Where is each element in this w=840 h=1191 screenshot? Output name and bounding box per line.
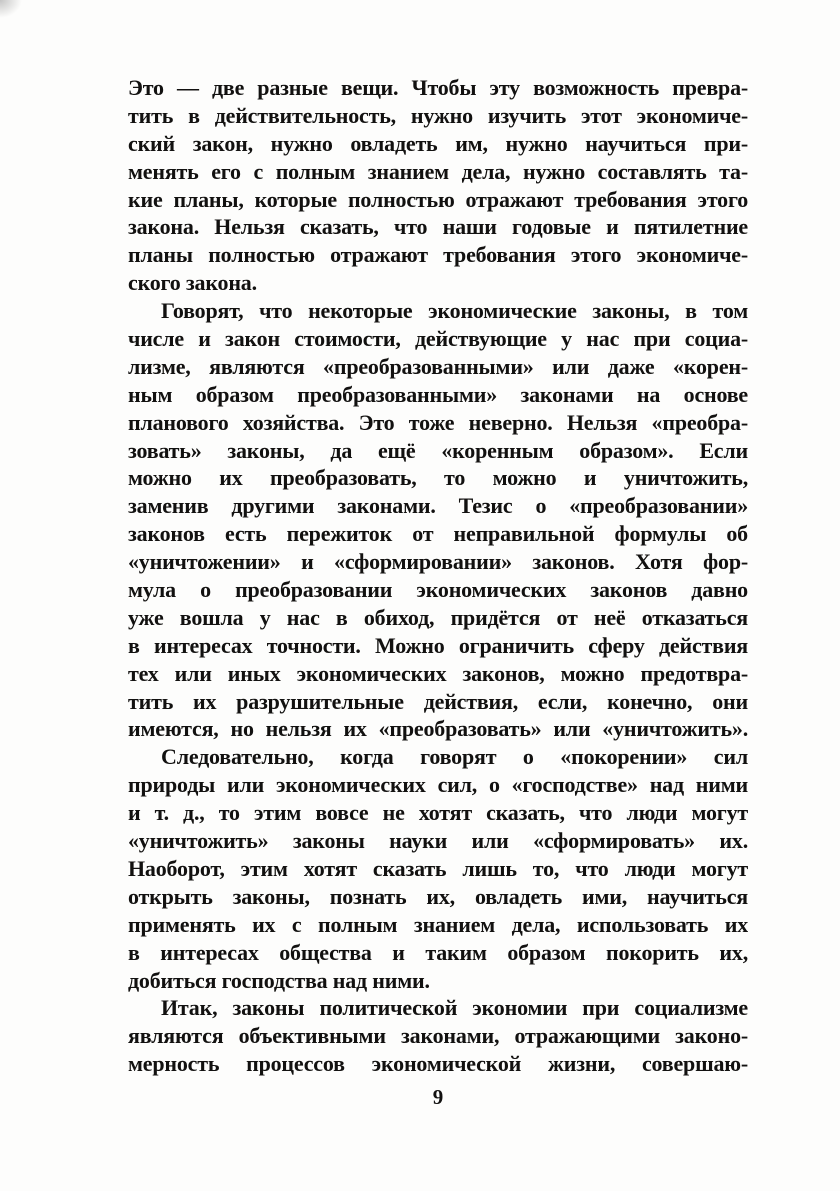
text-line: Итак, законы политической экономии при социализме xyxy=(161,995,748,1021)
page-number: 9 xyxy=(432,1085,444,1109)
text-line: открыть законы, познать их, овладеть ими, научиться xyxy=(128,883,748,909)
paragraph xyxy=(128,297,748,743)
text-line: менять его с полным знанием дела, нужно составлять та- xyxy=(128,158,748,184)
text-line: ский закон, нужно овладеть им, нужно научиться при- xyxy=(128,130,748,156)
text-line: тить в действительность, нужно изучить этот экономиче- xyxy=(128,102,748,128)
text-line: «уничтожении» и «сформировании» законов. Хотя фор- xyxy=(128,549,748,575)
text-line: «уничтожить» законы науки или «сформировать» их. xyxy=(128,828,748,854)
text-line: планового хозяйства. Это тоже неверно. Нельзя «преобра- xyxy=(128,409,748,435)
paragraph xyxy=(128,74,748,297)
text-line: ского закона. xyxy=(128,270,257,296)
text-line: зовать» законы, да ещё «коренным образом». Если xyxy=(128,437,748,463)
text-line: имеются, но нельзя их «преобразовать» или «уничтожить». xyxy=(128,716,748,742)
text-line: Следовательно, когда говорят о «покорении» сил xyxy=(161,744,748,770)
text-line: мерность процессов экономической жизни, совершаю- xyxy=(128,1051,748,1077)
text-line: в интересах общества и таким образом покорить их, xyxy=(128,939,748,965)
text-line: в интересах точности. Можно ограничить сферу действия xyxy=(128,632,748,658)
text-line: ным образом преобразованными» законами на основе xyxy=(128,381,748,407)
text-line: законов есть пережиток от неправильной формулы об xyxy=(128,521,748,547)
text-line: применять их с полным знанием дела, использовать их xyxy=(128,911,748,937)
text-line: являются объективными законами, отражающими законо- xyxy=(128,1023,748,1049)
text-line: закона. Нельзя сказать, что наши годовые и пятилетние xyxy=(128,214,748,240)
paragraph xyxy=(128,994,748,1078)
text-line: тить их разрушительные действия, если, конечно, они xyxy=(128,688,748,714)
text-line: тех или иных экономических законов, можно предотвра- xyxy=(128,660,748,686)
paragraph xyxy=(128,743,748,994)
text-line: заменив другими законами. Тезис о «преобразовании» xyxy=(128,493,748,519)
page-text xyxy=(128,74,748,1078)
text-line: уже вошла у нас в обиход, придётся от неё отказаться xyxy=(128,604,748,630)
text-line: лизме, являются «преобразованными» или даже «корен- xyxy=(128,353,748,379)
text-line: числе и закон стоимости, действующие у нас при социа- xyxy=(128,326,748,352)
text-line: природы или экономических сил, о «господстве» над ними xyxy=(128,772,748,798)
text-line: мула о преобразовании экономических законов давно xyxy=(128,577,748,603)
text-line: кие планы, которые полностью отражают требования этого xyxy=(128,186,748,212)
text-line: можно их преобразовать, то можно и уничтожить, xyxy=(128,465,748,491)
text-line: Говорят, что некоторые экономические законы, в том xyxy=(161,298,748,324)
text-line: и т. д., то этим вовсе не хотят сказать, что люди могут xyxy=(128,800,748,826)
text-line: планы полностью отражают требования этого экономиче- xyxy=(128,242,748,268)
text-line: Это — две разные вещи. Чтобы эту возможность превра- xyxy=(128,75,748,100)
text-line: Наоборот, этим хотят сказать лишь то, что люди могут xyxy=(128,855,748,881)
text-line: добиться господства над ними. xyxy=(128,967,430,993)
scan-corner-shade xyxy=(0,0,22,18)
